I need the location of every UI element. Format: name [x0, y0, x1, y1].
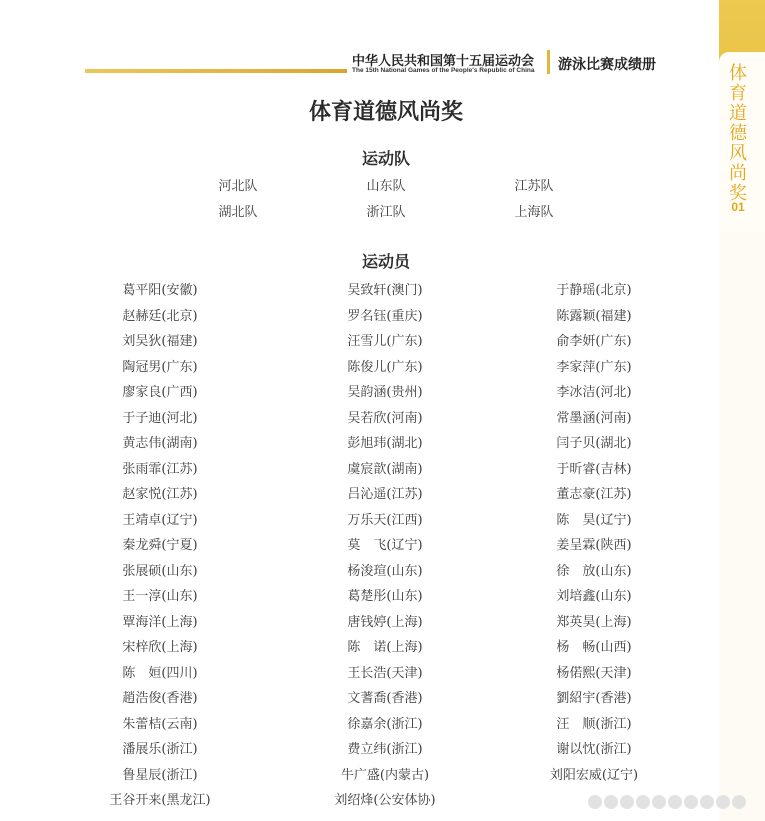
side-char: 风: [729, 143, 747, 164]
athlete-item: 吴若欣(河南): [347, 410, 423, 426]
teams-heading: 运动队: [361, 149, 410, 168]
event-title-en: The 15th National Games of the People's Republic of China: [352, 67, 535, 74]
athlete-item: 鲁星辰(浙江): [122, 767, 198, 783]
athlete-item: 文蓍喬(香港): [347, 691, 423, 706]
athlete-item: 彭旭玮(湖北): [347, 436, 423, 451]
athlete-item: 陶冠男(广东): [122, 359, 198, 375]
event-title-cn: 中华人民共和国第十五届运动会: [352, 54, 535, 69]
page-number: 01: [731, 200, 745, 214]
athlete-item: 汪雪儿(广东): [347, 334, 423, 349]
athlete-item: 刘培鑫(山东): [556, 589, 632, 604]
athlete-item: 朱蕾桔(云南): [122, 716, 198, 732]
athlete-item: 张雨霏(江苏): [122, 461, 198, 477]
team-item: 上海队: [514, 205, 554, 220]
athlete-item: 牛广盛(内蒙古): [340, 767, 430, 783]
athlete-item: 陈俊儿(广东): [347, 359, 423, 375]
athlete-item: 常墨涵(河南): [556, 410, 632, 426]
athlete-item: 谢以忱(浙江): [556, 742, 632, 757]
athlete-item: 王一淳(山东): [122, 589, 198, 604]
athlete-item: 覃海洋(上海): [122, 614, 198, 630]
athlete-item: 汪 顺(浙江): [556, 716, 632, 732]
athlete-item: 葛平阳(安徽): [122, 283, 198, 298]
athlete-item: 万乐天(江西): [347, 512, 423, 528]
athlete-item: 黄志伟(湖南): [122, 436, 198, 451]
book-title: 游泳比赛成绩册: [558, 57, 656, 73]
team-item: 江苏队: [514, 179, 554, 194]
athlete-item: 赵家悦(江苏): [122, 487, 198, 502]
athlete-item: 宋梓欣(上海): [122, 640, 198, 655]
athlete-item: 刘阳宏威(辽宁): [549, 767, 639, 783]
athlete-item: 陈 诺(上海): [347, 640, 423, 655]
athlete-item: 李家萍(广东): [556, 359, 632, 375]
side-char: 育: [729, 83, 747, 104]
header-rule: [85, 69, 347, 73]
athlete-item: 王长浩(天津): [347, 665, 423, 681]
team-item: 湖北队: [218, 205, 258, 220]
athlete-item: 姜呈霖(陕西): [556, 538, 632, 553]
athlete-item: 莫 飞(辽宁): [347, 538, 423, 553]
athlete-item: 陈露颖(福建): [556, 308, 632, 324]
athlete-item: 吕沁遥(江苏): [347, 487, 423, 502]
athlete-item: 罗名钰(重庆): [347, 308, 423, 324]
athlete-item: 杨 畅(山西): [556, 640, 632, 655]
athlete-item: 于静瑶(北京): [556, 283, 632, 298]
athlete-item: 李冰洁(河北): [556, 385, 632, 400]
athlete-item: 刘绍烽(公安体协): [334, 793, 436, 808]
watermark: [588, 793, 748, 811]
athlete-item: 劉紹宇(香港): [556, 691, 632, 706]
side-char: 尚: [729, 163, 747, 184]
athlete-item: 趙浩俊(香港): [122, 691, 198, 706]
athlete-item: 杨浚瑄(山东): [347, 563, 423, 579]
side-tab-title: [727, 64, 749, 204]
athlete-item: 于昕睿(吉林): [556, 461, 632, 477]
athlete-item: 郑英昊(上海): [556, 614, 632, 630]
side-char: 体: [729, 63, 747, 84]
athlete-item: 廖家良(广西): [122, 385, 198, 400]
athlete-item: 俞李妍(广东): [556, 334, 632, 349]
athlete-item: 秦龙舜(宁夏): [122, 538, 198, 553]
athlete-item: 费立纬(浙江): [347, 742, 423, 757]
athlete-item: 吴韵涵(贵州): [347, 385, 423, 400]
athlete-item: 虞宸歆(湖南): [347, 461, 423, 477]
side-char: 德: [729, 123, 747, 144]
athlete-item: 王靖卓(辽宁): [122, 512, 198, 528]
athlete-item: 王谷开来(黑龙江): [109, 793, 211, 808]
athlete-item: 赵赫廷(北京): [122, 308, 198, 324]
athlete-item: 陈 昊(辽宁): [556, 512, 632, 528]
page-title: 体育道德风尚奖: [308, 100, 463, 125]
athlete-item: 刘吴狄(福建): [122, 334, 198, 349]
athlete-item: 董志豪(江苏): [556, 487, 632, 502]
team-item: 浙江队: [366, 205, 406, 220]
header-divider: [547, 50, 550, 74]
athlete-item: 于子迪(河北): [122, 410, 198, 426]
side-char: 道: [729, 103, 747, 124]
athlete-item: 潘展乐(浙江): [122, 742, 198, 757]
athlete-item: 唐钱婷(上海): [347, 614, 423, 630]
athlete-item: 张展硕(山东): [122, 563, 198, 579]
athlete-item: 吴致轩(澳门): [347, 283, 423, 298]
athlete-item: 徐嘉余(浙江): [347, 716, 423, 732]
athlete-item: 徐 放(山东): [556, 563, 632, 579]
team-item: 山东队: [366, 179, 406, 194]
athlete-item: 陈 姮(四川): [122, 665, 198, 681]
team-item: 河北队: [218, 179, 258, 194]
athlete-item: 闫子贝(湖北): [556, 436, 632, 451]
athlete-item: 葛楚彤(山东): [347, 589, 423, 604]
athlete-item: 杨偌熙(天津): [556, 665, 632, 681]
athletes-heading: 运动员: [361, 252, 410, 271]
side-char: 奖: [729, 183, 747, 204]
